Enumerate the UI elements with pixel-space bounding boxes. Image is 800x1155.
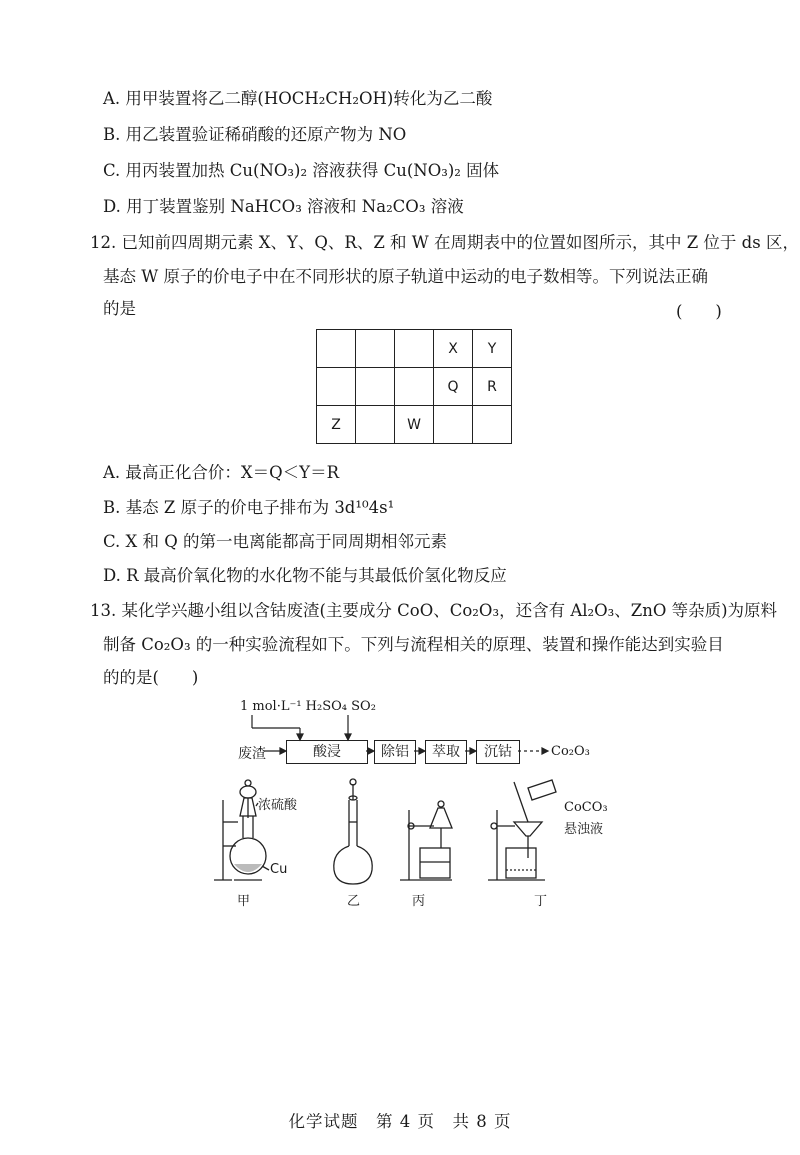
flow-step-acid-leach: 酸浸: [286, 740, 368, 764]
label-yi: 乙: [347, 894, 361, 909]
cell: X: [434, 330, 473, 368]
q11-option-b: B. 用乙装置验证稀硝酸的还原产物为 NO: [103, 125, 407, 144]
q13-stem-line2: 制备 Co₂O₃ 的一种实验流程如下。下列与流程相关的原理、装置和操作能达到实验目: [103, 635, 724, 654]
apparatus-yi: [334, 779, 372, 884]
q12-option-c: C. X 和 Q 的第一电离能都高于同周期相邻元素: [103, 532, 448, 551]
cell: R: [473, 368, 512, 406]
q12-stem-line2: 基态 W 原子的价电子中在不同形状的原子轨道中运动的电子数相等。下列说法正确: [103, 267, 708, 286]
flow-step-remove-al: 除铝: [374, 740, 416, 764]
label-bing: 丙: [412, 894, 426, 909]
apparatus-bing: [400, 801, 452, 880]
label-jia: 甲: [237, 894, 251, 909]
q12-stem-line1: 12. 已知前四周期元素 X、Y、Q、R、Z 和 W 在周期表中的位置如图所示，其中 Z 位于 ds 区，: [90, 233, 799, 252]
flow-step-precipitate: 沉钴: [476, 740, 520, 764]
q13-stem-line1: 13. 某化学兴趣小组以含钴废渣(主要成分 CoO、Co₂O₃，还含有 Al₂O₃、ZnO 等杂质)为原料: [90, 601, 778, 620]
q11-option-a: A. 用甲装置将乙二醇(HOCH₂CH₂OH)转化为乙二酸: [103, 89, 493, 108]
cell: Q: [434, 368, 473, 406]
label-suspension: 悬浊液: [564, 822, 604, 837]
q13-stem-line3: 的的是( ): [103, 668, 199, 687]
flow-end: Co₂O₃: [551, 744, 590, 759]
page-footer: 化学试题 第 4 页 共 8 页: [288, 1112, 512, 1131]
q12-option-a: A. 最高正化合价：X＝Q＜Y＝R: [103, 463, 339, 482]
q11-option-d: D. 用丁装置鉴别 NaHCO₃ 溶液和 Na₂CO₃ 溶液: [103, 197, 464, 216]
cell: W: [395, 406, 434, 444]
flow-step-extract: 萃取: [425, 740, 467, 764]
label-conc-h2so4: 浓硫酸: [258, 798, 298, 813]
cell: Y: [473, 330, 512, 368]
flow-start: 废渣: [238, 746, 266, 762]
label-cu: Cu: [270, 862, 288, 877]
q11-option-c: C. 用丙装置加热 Cu(NO₃)₂ 溶液获得 Cu(NO₃)₂ 固体: [103, 161, 500, 180]
apparatus-jia: [214, 780, 269, 880]
q12-option-b: B. 基态 Z 原子的价电子排布为 3d¹⁰4s¹: [103, 498, 395, 517]
cell: Z: [317, 406, 356, 444]
apparatus-ding: [488, 780, 556, 880]
q12-stem-line3: 的是: [103, 299, 136, 318]
q12-option-d: D. R 最高价氧化物的水化物不能与其最低价氢化物反应: [103, 566, 507, 585]
label-ding: 丁: [534, 894, 548, 909]
flow-reagents: 1 mol·L⁻¹ H₂SO₄ SO₂: [240, 699, 376, 714]
q12-answer-bracket: ( ): [676, 302, 722, 321]
label-coco3: CoCO₃: [564, 800, 608, 815]
